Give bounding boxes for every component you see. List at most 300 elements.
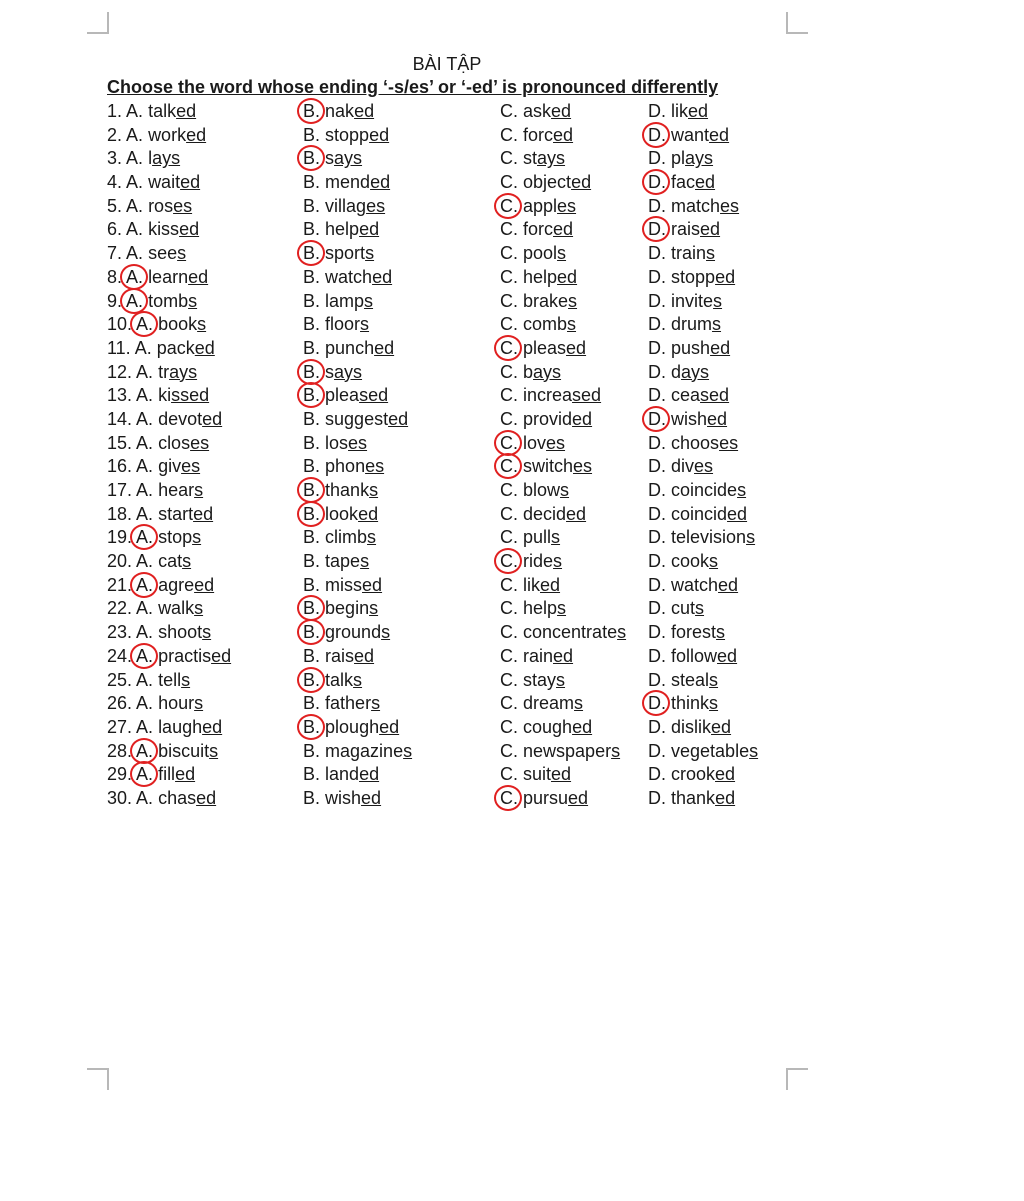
option-d[interactable] bbox=[648, 645, 737, 669]
word-stem: floor bbox=[325, 314, 361, 335]
word-ending: ed bbox=[700, 219, 721, 240]
word-ending: ed bbox=[196, 787, 217, 808]
option-b[interactable] bbox=[303, 432, 367, 456]
option-a[interactable] bbox=[107, 384, 209, 408]
option-c[interactable] bbox=[500, 242, 566, 266]
option-d[interactable] bbox=[648, 574, 738, 598]
question-row bbox=[0, 716, 1024, 740]
option-letter: B. bbox=[303, 101, 321, 121]
option-b[interactable] bbox=[303, 574, 382, 598]
question-row bbox=[0, 432, 1024, 456]
word-stem: forest bbox=[671, 622, 717, 643]
word-ending: s bbox=[695, 598, 705, 619]
word-stem: mend bbox=[325, 172, 371, 193]
word-stem: watch bbox=[325, 266, 373, 287]
option-c[interactable] bbox=[500, 479, 569, 503]
question-row bbox=[0, 740, 1024, 764]
option-b[interactable] bbox=[303, 100, 374, 124]
question-number: 7. bbox=[107, 243, 127, 264]
word-stem: chas bbox=[158, 787, 197, 808]
option-letter: C. bbox=[500, 337, 518, 358]
option-b[interactable] bbox=[303, 171, 390, 195]
option-b[interactable] bbox=[303, 597, 378, 621]
word-ending: ed bbox=[688, 101, 709, 121]
option-c[interactable] bbox=[500, 361, 561, 385]
option-c[interactable] bbox=[500, 337, 586, 361]
option-c[interactable] bbox=[500, 171, 591, 195]
option-letter: A. bbox=[126, 243, 144, 264]
option-a[interactable] bbox=[107, 574, 214, 598]
option-c[interactable] bbox=[500, 455, 592, 479]
option-a[interactable] bbox=[107, 313, 206, 337]
word-stem: rais bbox=[671, 219, 701, 240]
word-stem: dream bbox=[523, 693, 575, 714]
option-letter: A. bbox=[126, 172, 144, 193]
option-d[interactable] bbox=[648, 171, 715, 195]
word-ending: s bbox=[706, 243, 716, 264]
word-stem: help bbox=[523, 598, 558, 619]
word-stem: provid bbox=[523, 408, 573, 429]
option-a[interactable] bbox=[107, 669, 190, 693]
option-c[interactable] bbox=[500, 669, 565, 693]
question-number: 15. bbox=[107, 432, 137, 453]
option-c[interactable] bbox=[500, 147, 565, 171]
option-b[interactable] bbox=[303, 645, 374, 669]
option-letter: A. bbox=[126, 195, 144, 216]
word-ending: ed bbox=[568, 787, 589, 808]
option-letter: D. bbox=[648, 101, 666, 121]
option-a[interactable] bbox=[107, 124, 206, 148]
question-number: 2. bbox=[107, 124, 127, 145]
option-c[interactable] bbox=[500, 503, 586, 527]
question-row bbox=[0, 597, 1024, 621]
option-c[interactable] bbox=[500, 716, 592, 740]
word-stem: tomb bbox=[148, 290, 189, 311]
option-letter: D. bbox=[648, 503, 666, 524]
option-letter: D. bbox=[648, 266, 666, 287]
option-d[interactable] bbox=[648, 124, 729, 148]
option-c[interactable] bbox=[500, 218, 573, 242]
word-ending: ed bbox=[711, 716, 732, 737]
option-letter: C. bbox=[500, 574, 518, 595]
question-number: 12. bbox=[107, 361, 137, 382]
option-c[interactable] bbox=[500, 100, 571, 124]
option-a[interactable] bbox=[107, 716, 222, 740]
option-d[interactable] bbox=[648, 290, 722, 314]
word-stem: stop bbox=[158, 527, 193, 548]
option-b[interactable] bbox=[303, 242, 374, 266]
word-stem: rain bbox=[523, 645, 554, 666]
option-letter: C. bbox=[500, 195, 518, 216]
option-d[interactable] bbox=[648, 526, 755, 550]
question-number: 21. bbox=[107, 574, 137, 595]
option-c[interactable] bbox=[500, 432, 565, 456]
word-stem: devot bbox=[158, 408, 203, 429]
option-d[interactable] bbox=[648, 455, 713, 479]
word-stem: sport bbox=[325, 243, 366, 264]
word-ending: s bbox=[556, 669, 566, 690]
option-c[interactable] bbox=[500, 574, 560, 598]
word-ending: es bbox=[557, 195, 577, 216]
option-letter: C. bbox=[500, 314, 518, 335]
word-ending: ssed bbox=[171, 385, 210, 406]
option-b[interactable] bbox=[303, 716, 399, 740]
question-row bbox=[0, 195, 1024, 219]
option-d[interactable] bbox=[648, 763, 735, 787]
word-stem: concentrate bbox=[523, 622, 618, 643]
word-stem: cut bbox=[671, 598, 696, 619]
option-a[interactable] bbox=[107, 597, 203, 621]
word-ending: s bbox=[188, 290, 198, 311]
word-ending: ed bbox=[362, 574, 383, 595]
word-stem: magazine bbox=[325, 740, 404, 761]
question-number: 13. bbox=[107, 385, 137, 406]
option-d[interactable] bbox=[648, 432, 738, 456]
option-b[interactable] bbox=[303, 147, 362, 171]
option-b[interactable] bbox=[303, 313, 369, 337]
word-stem: lik bbox=[523, 574, 541, 595]
word-ending: ed bbox=[566, 503, 587, 524]
question-number: 18. bbox=[107, 503, 137, 524]
option-d[interactable] bbox=[648, 503, 747, 527]
option-d[interactable] bbox=[648, 787, 735, 811]
option-letter: B. bbox=[303, 172, 321, 193]
question-number: 25. bbox=[107, 669, 137, 690]
word-stem: fac bbox=[671, 172, 696, 193]
question-number: 5. bbox=[107, 195, 127, 216]
word-stem: fill bbox=[158, 764, 176, 785]
word-ending: es bbox=[719, 432, 739, 453]
word-ending: s bbox=[367, 527, 377, 548]
option-letter: D. bbox=[648, 314, 666, 335]
word-ending: s bbox=[712, 314, 722, 335]
word-stem: stay bbox=[523, 669, 557, 690]
option-a[interactable] bbox=[107, 645, 231, 669]
question-number: 27. bbox=[107, 716, 137, 737]
word-ending: es bbox=[365, 456, 385, 477]
word-ending: ed bbox=[571, 172, 592, 193]
question-row bbox=[0, 124, 1024, 148]
option-a[interactable] bbox=[107, 147, 180, 171]
option-letter: B. bbox=[303, 716, 321, 737]
option-c[interactable] bbox=[500, 408, 592, 432]
option-a[interactable] bbox=[107, 195, 192, 219]
option-b[interactable] bbox=[303, 550, 369, 574]
option-letter: B. bbox=[303, 266, 321, 287]
option-a[interactable] bbox=[107, 479, 203, 503]
option-d[interactable] bbox=[648, 740, 758, 764]
option-a[interactable] bbox=[107, 361, 197, 385]
option-c[interactable] bbox=[500, 290, 577, 314]
question-number: 20. bbox=[107, 551, 137, 572]
option-c[interactable] bbox=[500, 313, 576, 337]
word-ending: ays bbox=[169, 361, 198, 382]
option-c[interactable] bbox=[500, 645, 573, 669]
option-b[interactable] bbox=[303, 669, 362, 693]
option-b[interactable] bbox=[303, 503, 378, 527]
option-c[interactable] bbox=[500, 266, 577, 290]
option-letter: B. bbox=[303, 527, 321, 548]
option-letter: B. bbox=[303, 337, 321, 358]
word-stem: object bbox=[523, 172, 572, 193]
option-a[interactable] bbox=[107, 692, 203, 716]
option-letter: A. bbox=[126, 101, 144, 121]
question-row bbox=[0, 787, 1024, 811]
option-a[interactable] bbox=[107, 337, 215, 361]
option-c[interactable] bbox=[500, 787, 588, 811]
word-ending: ed bbox=[718, 574, 739, 595]
option-letter: D. bbox=[648, 361, 666, 382]
option-d[interactable] bbox=[648, 242, 715, 266]
option-letter: B. bbox=[303, 693, 321, 714]
option-a[interactable] bbox=[107, 408, 222, 432]
option-b[interactable] bbox=[303, 384, 388, 408]
word-ending: ed bbox=[572, 716, 593, 737]
word-stem: invite bbox=[671, 290, 714, 311]
word-stem: see bbox=[148, 243, 178, 264]
word-ending: ed bbox=[566, 337, 587, 358]
option-b[interactable] bbox=[303, 337, 394, 361]
option-letter: D. bbox=[648, 124, 666, 145]
question-number: 16. bbox=[107, 456, 137, 477]
word-ending: s bbox=[194, 598, 204, 619]
option-a[interactable] bbox=[107, 550, 191, 574]
option-letter: D. bbox=[648, 195, 666, 216]
option-c[interactable] bbox=[500, 550, 562, 574]
word-ending: s bbox=[617, 622, 627, 643]
word-stem: want bbox=[671, 124, 710, 145]
option-a[interactable] bbox=[107, 740, 218, 764]
word-ending: ed bbox=[695, 172, 716, 193]
word-stem: l bbox=[148, 148, 153, 169]
option-d[interactable] bbox=[648, 597, 704, 621]
option-letter: C. bbox=[500, 669, 518, 690]
word-ending: es bbox=[181, 456, 201, 477]
word-ending: ed bbox=[369, 124, 390, 145]
word-stem: talk bbox=[325, 669, 354, 690]
option-a[interactable] bbox=[107, 290, 197, 314]
question-row bbox=[0, 763, 1024, 787]
option-a[interactable] bbox=[107, 266, 208, 290]
option-letter: C. bbox=[500, 408, 518, 429]
option-c[interactable] bbox=[500, 692, 583, 716]
option-d[interactable] bbox=[648, 147, 713, 171]
option-d[interactable] bbox=[648, 313, 721, 337]
word-ending: ed bbox=[176, 101, 197, 121]
word-ending: ed bbox=[717, 645, 738, 666]
question-number: 24. bbox=[107, 645, 137, 666]
option-d[interactable] bbox=[648, 550, 718, 574]
option-letter: D. bbox=[648, 290, 666, 311]
option-d[interactable] bbox=[648, 479, 746, 503]
option-c[interactable] bbox=[500, 763, 571, 787]
word-stem: crook bbox=[671, 764, 716, 785]
word-stem: match bbox=[671, 195, 721, 216]
option-letter: D. bbox=[648, 764, 666, 785]
word-ending: sed bbox=[359, 385, 389, 406]
option-letter: C. bbox=[500, 787, 518, 808]
question-row bbox=[0, 621, 1024, 645]
instruction-heading: Choose the word whose ending ‘-s/es’ or ‘-ed’ is pronounced differently bbox=[107, 77, 719, 97]
word-ending: s bbox=[403, 740, 413, 761]
word-stem: cea bbox=[671, 385, 701, 406]
option-letter: D. bbox=[648, 716, 666, 737]
option-c[interactable] bbox=[500, 597, 566, 621]
question-number: 1. bbox=[107, 101, 127, 121]
word-ending: s bbox=[381, 622, 391, 643]
word-ending: s bbox=[369, 598, 379, 619]
option-letter: C. bbox=[500, 503, 518, 524]
option-b[interactable] bbox=[303, 740, 412, 764]
option-c[interactable] bbox=[500, 740, 620, 764]
option-b[interactable] bbox=[303, 195, 385, 219]
question-row bbox=[0, 455, 1024, 479]
word-ending: s bbox=[194, 693, 204, 714]
option-d[interactable] bbox=[648, 100, 708, 124]
option-letter: B. bbox=[303, 361, 321, 382]
question-row bbox=[0, 645, 1024, 669]
question-number: 11. bbox=[107, 337, 135, 358]
option-b[interactable] bbox=[303, 408, 408, 432]
word-ending: ed bbox=[388, 408, 409, 429]
option-d[interactable] bbox=[648, 408, 727, 432]
option-letter: D. bbox=[648, 219, 666, 240]
option-b[interactable] bbox=[303, 479, 378, 503]
option-a[interactable] bbox=[107, 503, 213, 527]
option-b[interactable] bbox=[303, 290, 373, 314]
option-d[interactable] bbox=[648, 218, 720, 242]
option-d[interactable] bbox=[648, 266, 735, 290]
option-a[interactable] bbox=[107, 787, 216, 811]
word-ending: ed bbox=[715, 266, 736, 287]
word-stem: book bbox=[158, 314, 198, 335]
option-c[interactable] bbox=[500, 621, 626, 645]
word-stem: learn bbox=[148, 266, 189, 287]
option-letter: B. bbox=[303, 787, 321, 808]
word-ending: s bbox=[192, 527, 202, 548]
word-ending: ays bbox=[152, 148, 181, 169]
option-letter: D. bbox=[648, 574, 666, 595]
option-a[interactable] bbox=[107, 432, 209, 456]
option-a[interactable] bbox=[107, 455, 200, 479]
option-b[interactable] bbox=[303, 361, 362, 385]
option-c[interactable] bbox=[500, 195, 576, 219]
option-letter: A. bbox=[136, 408, 154, 429]
question-row bbox=[0, 479, 1024, 503]
option-a[interactable] bbox=[107, 100, 196, 124]
option-d[interactable] bbox=[648, 361, 709, 385]
option-d[interactable] bbox=[648, 195, 739, 219]
word-ending: ed bbox=[551, 764, 572, 785]
question-row bbox=[0, 242, 1024, 266]
question-number: 28. bbox=[107, 740, 137, 761]
word-stem: help bbox=[523, 266, 558, 287]
question-row bbox=[0, 550, 1024, 574]
word-stem: kiss bbox=[148, 219, 180, 240]
word-ending: ays bbox=[537, 148, 566, 169]
word-ending: s bbox=[574, 693, 584, 714]
word-ending: ays bbox=[681, 361, 710, 382]
option-b[interactable] bbox=[303, 124, 389, 148]
option-a[interactable] bbox=[107, 621, 211, 645]
option-letter: C. bbox=[500, 101, 518, 121]
word-ending: ed bbox=[354, 101, 375, 121]
option-b[interactable] bbox=[303, 621, 390, 645]
option-d[interactable] bbox=[648, 669, 718, 693]
word-stem: cook bbox=[671, 551, 710, 572]
word-ending: es bbox=[190, 432, 210, 453]
word-stem: suit bbox=[523, 764, 552, 785]
word-stem: talk bbox=[148, 101, 177, 121]
option-a[interactable] bbox=[107, 763, 195, 787]
option-b[interactable] bbox=[303, 526, 376, 550]
option-letter: C. bbox=[500, 290, 518, 311]
option-c[interactable] bbox=[500, 526, 560, 550]
word-stem: villag bbox=[325, 195, 367, 216]
option-d[interactable] bbox=[648, 716, 731, 740]
word-ending: s bbox=[360, 551, 370, 572]
option-letter: B. bbox=[303, 645, 321, 666]
option-d[interactable] bbox=[648, 384, 729, 408]
option-letter: C. bbox=[500, 480, 518, 500]
question-row bbox=[0, 361, 1024, 385]
word-ending: es bbox=[348, 432, 368, 453]
option-letter: B. bbox=[303, 219, 321, 240]
word-stem: ground bbox=[325, 622, 382, 643]
question-row bbox=[0, 526, 1024, 550]
option-b[interactable] bbox=[303, 692, 380, 716]
word-stem: div bbox=[671, 456, 695, 477]
word-ending: ed bbox=[710, 337, 731, 358]
option-d[interactable] bbox=[648, 621, 725, 645]
option-letter: D. bbox=[648, 693, 666, 714]
word-ending: s bbox=[557, 598, 567, 619]
word-ending: ed bbox=[180, 172, 201, 193]
word-stem: ki bbox=[158, 385, 172, 406]
option-c[interactable] bbox=[500, 384, 601, 408]
option-a[interactable] bbox=[107, 218, 199, 242]
option-a[interactable] bbox=[107, 526, 201, 550]
option-c[interactable] bbox=[500, 124, 573, 148]
word-stem: appl bbox=[523, 195, 558, 216]
word-ending: ed bbox=[361, 787, 382, 808]
word-ending: ed bbox=[202, 716, 223, 737]
option-b[interactable] bbox=[303, 218, 379, 242]
option-b[interactable] bbox=[303, 763, 379, 787]
word-stem: clos bbox=[158, 432, 191, 453]
option-b[interactable] bbox=[303, 266, 392, 290]
option-b[interactable] bbox=[303, 787, 381, 811]
word-ending: es bbox=[694, 456, 714, 477]
word-stem: vegetable bbox=[671, 740, 750, 761]
word-stem: stopp bbox=[671, 266, 716, 287]
option-b[interactable] bbox=[303, 455, 384, 479]
word-stem: coincid bbox=[671, 503, 728, 524]
word-ending: ays bbox=[334, 361, 363, 382]
question-row bbox=[0, 669, 1024, 693]
option-d[interactable] bbox=[648, 337, 730, 361]
option-d[interactable] bbox=[648, 692, 718, 716]
word-stem: decid bbox=[523, 503, 567, 524]
option-a[interactable] bbox=[107, 171, 200, 195]
word-ending: s bbox=[709, 669, 719, 690]
word-stem: pl bbox=[671, 148, 686, 169]
option-letter: C. bbox=[500, 645, 518, 666]
option-letter: C. bbox=[500, 124, 518, 145]
word-ending: ed bbox=[553, 219, 574, 240]
option-a[interactable] bbox=[107, 242, 186, 266]
word-ending: s bbox=[746, 527, 756, 548]
